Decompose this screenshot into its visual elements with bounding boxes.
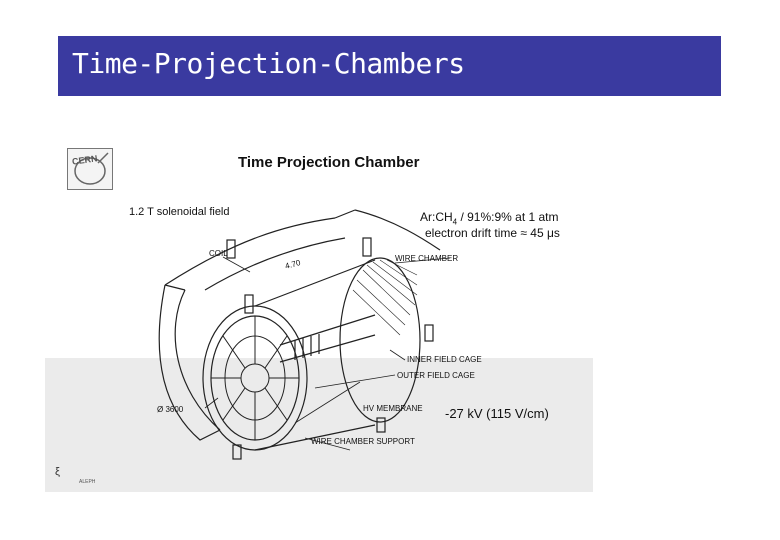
- slide-title: Time-Projection-Chambers: [72, 47, 465, 80]
- coil-shell-top-edge: [165, 218, 335, 285]
- diameter-label: Ø 3600: [157, 405, 184, 414]
- gas-label: [420, 210, 559, 226]
- endplate-back: [340, 258, 420, 422]
- gas-label-sub: 4: [452, 217, 458, 227]
- wire-chamber-support-label: WIRE CHAMBER SUPPORT: [311, 437, 415, 446]
- wire-chamber-label: WIRE CHAMBER: [395, 254, 459, 263]
- tpc-figure: [45, 140, 593, 492]
- field-label: 1.2 T solenoidal field: [129, 206, 230, 218]
- gas-label-prefix: Ar:CH: [420, 210, 453, 224]
- slide-title-bar: [58, 36, 721, 96]
- corner-mark: ξ: [55, 466, 60, 478]
- gas-label-suffix: / 91%:9% at 1 atm: [457, 210, 559, 224]
- voltage-label: -27 kV (115 V/cm): [445, 406, 549, 421]
- drift-time-label: electron drift time ≈ 45 μs: [425, 226, 560, 240]
- outer-field-cage-label: OUTER FIELD CAGE: [397, 371, 475, 380]
- hv-membrane-label: HV MEMBRANE: [363, 404, 423, 413]
- coil-label: COIL: [209, 249, 228, 258]
- diagram-title: Time Projection Chamber: [238, 154, 420, 171]
- inner-field-cage-label: INNER FIELD CAGE: [407, 355, 482, 364]
- footer-mark: ALEPH: [79, 479, 96, 485]
- length-label: 4.70: [284, 258, 302, 271]
- logo-text: CERN: [71, 153, 99, 167]
